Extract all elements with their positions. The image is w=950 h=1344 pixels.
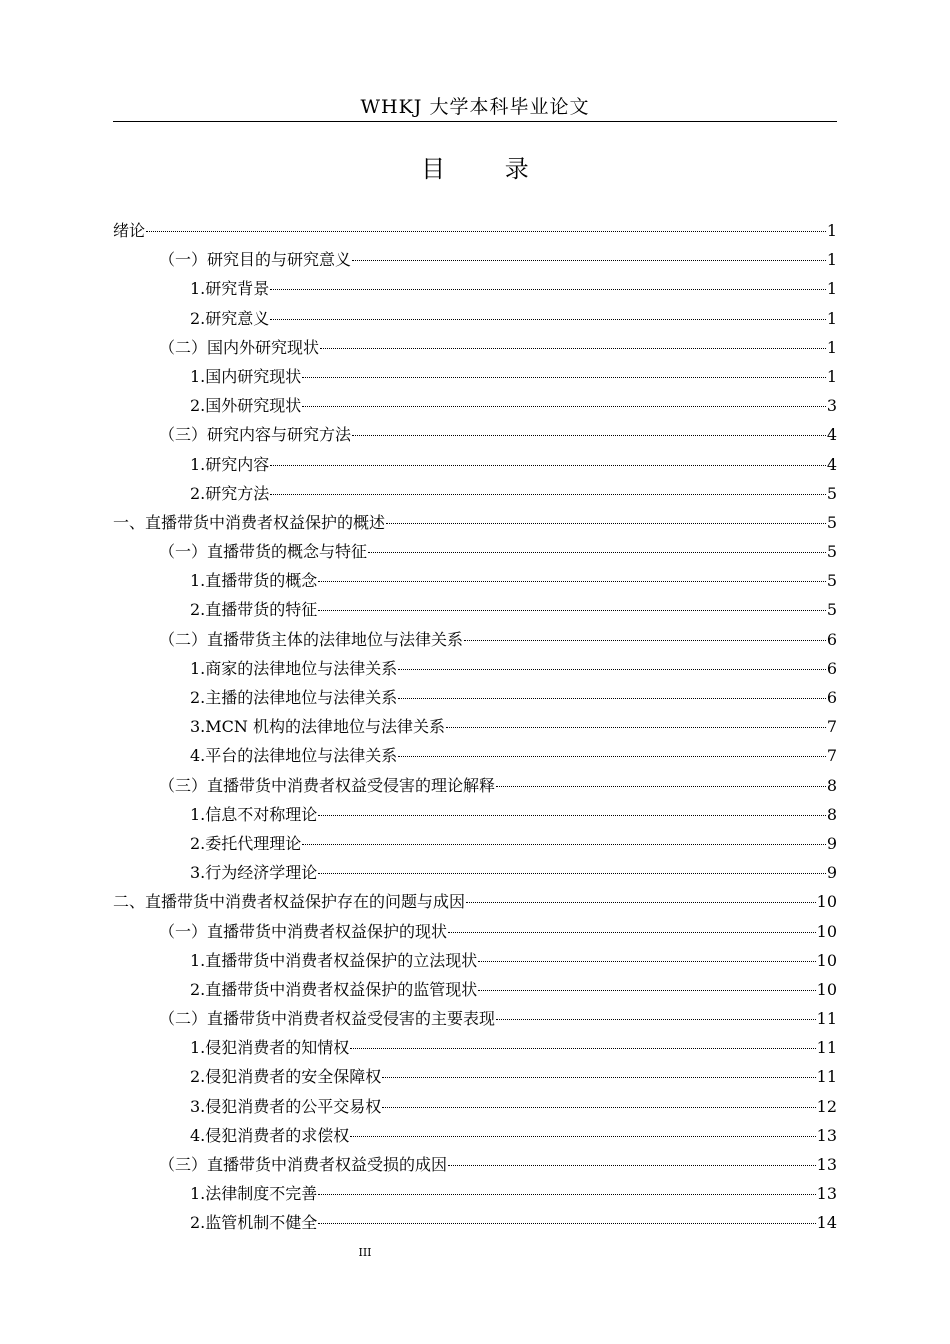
toc-entry[interactable] (113, 566, 837, 595)
toc-dot-leader (270, 494, 826, 495)
toc-entry-label: （三）研究内容与研究方法 (159, 425, 352, 445)
toc-entry-label: 绪论 (113, 221, 146, 240)
toc-dot-leader (398, 756, 826, 757)
toc-entry-label: 1.研究内容 (190, 454, 270, 474)
toc-entry-label: （一）直播带货中消费者权益保护的现状 (159, 921, 448, 941)
toc-entry-label: （一）直播带货的概念与特征 (159, 542, 368, 562)
running-header: WHKJ 大学本科毕业论文 (360, 96, 590, 118)
toc-entry-page: 6 (826, 629, 837, 649)
toc-entry[interactable] (113, 683, 837, 712)
toc-dot-leader (368, 552, 826, 553)
toc-entry-page: 1 (826, 221, 837, 240)
toc-entry[interactable] (113, 245, 837, 274)
toc-entry-label: 一、直播带货中消费者权益保护的概述 (113, 512, 386, 532)
toc-entry[interactable] (113, 946, 837, 975)
toc-dot-leader (496, 786, 826, 787)
toc-dot-leader (318, 581, 826, 582)
toc-entry-label: （一）研究目的与研究意义 (159, 250, 352, 270)
toc-entry[interactable] (113, 654, 837, 683)
toc-entry[interactable] (113, 887, 837, 916)
toc-entry-page: 13 (816, 1184, 837, 1204)
toc-dot-leader (398, 669, 826, 670)
toc-dot-leader (302, 406, 826, 407)
toc-entry[interactable] (113, 917, 837, 946)
header-rule (113, 121, 837, 122)
toc-entry-page: 6 (826, 688, 837, 707)
toc-dot-leader (270, 289, 826, 290)
toc-entry[interactable] (113, 771, 837, 800)
toc-entry-page: 9 (826, 863, 837, 883)
toc-dot-leader (448, 1165, 816, 1166)
toc-entry-label: 2.委托代理理论 (190, 833, 302, 853)
toc-dot-leader (318, 610, 826, 611)
toc-entry-label: 2.直播带货中消费者权益保护的监管现状 (190, 979, 478, 999)
toc-dot-leader (496, 1019, 816, 1020)
toc-entry-page: 14 (816, 1213, 837, 1233)
toc-entry-page: 7 (826, 717, 837, 737)
toc-entry-label: 1.国内研究现状 (190, 366, 302, 386)
toc-dot-leader (448, 932, 816, 933)
toc-entry[interactable] (113, 741, 837, 770)
toc-entry-label: 2.国外研究现状 (190, 396, 302, 416)
toc-entry[interactable] (113, 858, 837, 887)
toc-dot-leader (270, 319, 826, 320)
toc-entry-page: 1 (826, 308, 837, 328)
toc-dot-leader (350, 1048, 815, 1049)
toc-entry[interactable] (113, 216, 837, 245)
toc-entry-label: 2.直播带货的特征 (190, 600, 318, 620)
toc-entry-label: 二、直播带货中消费者权益保护存在的问题与成因 (113, 892, 466, 912)
toc-dot-leader (382, 1077, 815, 1078)
toc-entry-page: 10 (816, 950, 837, 970)
toc-entry-page: 5 (826, 512, 837, 532)
toc-entry-page: 10 (816, 979, 837, 999)
toc-entry[interactable] (113, 508, 837, 537)
toc-entry[interactable] (113, 800, 837, 829)
toc-dot-leader (446, 727, 826, 728)
toc-dot-leader (464, 640, 826, 641)
toc-entry-page: 5 (826, 571, 837, 591)
toc-entry[interactable] (113, 1062, 837, 1091)
toc-dot-leader (478, 990, 815, 991)
toc-title: 目 录 (421, 155, 555, 183)
toc-dot-leader (386, 523, 826, 524)
toc-entry-page: 10 (816, 921, 837, 941)
toc-entry[interactable] (113, 479, 837, 508)
toc-entry-label: （二）国内外研究现状 (159, 337, 320, 357)
toc-entry-label: 1.研究背景 (190, 279, 270, 299)
toc-entry-label: 3.行为经济学理论 (190, 863, 318, 883)
toc-entry-page: 5 (826, 483, 837, 503)
toc-entry[interactable] (113, 537, 837, 566)
toc-entry-label: 4.平台的法律地位与法律关系 (190, 746, 398, 766)
toc-entry-label: （二）直播带货主体的法律地位与法律关系 (159, 629, 464, 649)
toc-entry[interactable] (113, 1033, 837, 1062)
toc-entry[interactable] (113, 1150, 837, 1179)
toc-dot-leader (398, 698, 826, 699)
toc-entry-label: 3.侵犯消费者的公平交易权 (190, 1096, 382, 1116)
toc-entry-page: 8 (826, 804, 837, 824)
toc-dot-leader (352, 435, 826, 436)
page-number: III (358, 1246, 372, 1259)
toc-entry-page: 6 (826, 658, 837, 678)
toc-entry-label: 2.主播的法律地位与法律关系 (190, 688, 398, 707)
toc-dot-leader (318, 815, 826, 816)
toc-entry[interactable] (113, 975, 837, 1004)
toc-entry[interactable] (113, 304, 837, 333)
toc-dot-leader (318, 1194, 815, 1195)
toc-entry-page: 12 (816, 1096, 837, 1116)
toc-dot-leader (478, 961, 815, 962)
toc-entry[interactable] (113, 1208, 837, 1237)
toc-entry[interactable] (113, 420, 837, 449)
toc-entry-label: 1.直播带货中消费者权益保护的立法现状 (190, 950, 478, 970)
toc-entry[interactable] (113, 362, 837, 391)
toc-entry[interactable] (113, 595, 837, 624)
toc-entry-page: 9 (826, 833, 837, 853)
toc-entry-page: 5 (826, 542, 837, 562)
toc-dot-leader (320, 348, 826, 349)
toc-entry-label: 1.侵犯消费者的知情权 (190, 1038, 350, 1058)
toc-entry-page: 4 (826, 425, 837, 445)
toc-entry[interactable] (113, 450, 837, 479)
table-of-contents (113, 216, 837, 1238)
toc-dot-leader (302, 844, 826, 845)
toc-entry-page: 3 (826, 396, 837, 416)
toc-entry-page: 1 (826, 279, 837, 299)
toc-entry-label: 2.研究意义 (190, 308, 270, 328)
toc-entry-page: 13 (816, 1155, 837, 1174)
toc-dot-leader (146, 231, 826, 232)
toc-entry[interactable] (113, 829, 837, 858)
toc-entry-label: （二）直播带货中消费者权益受侵害的主要表现 (159, 1009, 496, 1029)
toc-entry-page: 4 (826, 454, 837, 474)
toc-entry[interactable] (113, 625, 837, 654)
toc-entry[interactable] (113, 1179, 837, 1208)
toc-entry[interactable] (113, 333, 837, 362)
toc-entry-label: 1.商家的法律地位与法律关系 (190, 658, 398, 678)
toc-entry-page: 1 (826, 337, 837, 357)
toc-entry-label: 1.信息不对称理论 (190, 804, 318, 824)
toc-entry-page: 8 (826, 775, 837, 795)
toc-entry-page: 11 (816, 1038, 837, 1058)
toc-entry-page: 11 (816, 1067, 837, 1087)
toc-dot-leader (466, 902, 816, 903)
toc-entry-page: 1 (826, 250, 837, 270)
toc-dot-leader (350, 1136, 815, 1137)
toc-entry-label: （三）直播带货中消费者权益受侵害的理论解释 (159, 775, 496, 795)
toc-entry-label: 2.侵犯消费者的安全保障权 (190, 1067, 382, 1087)
toc-dot-leader (352, 260, 826, 261)
toc-entry-label: 3.MCN 机构的法律地位与法律关系 (190, 717, 445, 737)
toc-dot-leader (318, 1223, 815, 1224)
toc-entry[interactable] (113, 1092, 837, 1121)
toc-entry[interactable] (113, 274, 837, 303)
toc-entry-label: （三）直播带货中消费者权益受损的成因 (159, 1155, 448, 1174)
toc-entry[interactable] (113, 391, 837, 420)
toc-dot-leader (302, 377, 826, 378)
toc-entry-page: 11 (816, 1009, 837, 1029)
toc-entry[interactable] (113, 1004, 837, 1033)
toc-entry-label: 4.侵犯消费者的求偿权 (190, 1125, 350, 1145)
toc-entry[interactable] (113, 712, 837, 741)
toc-entry-page: 1 (826, 366, 837, 386)
toc-entry-label: 1.法律制度不完善 (190, 1184, 318, 1204)
toc-entry-page: 13 (816, 1125, 837, 1145)
toc-entry-page: 7 (826, 746, 837, 766)
toc-entry-label: 1.直播带货的概念 (190, 571, 318, 591)
toc-entry[interactable] (113, 1121, 837, 1150)
toc-dot-leader (382, 1107, 815, 1108)
toc-entry-page: 10 (816, 892, 837, 912)
toc-dot-leader (318, 873, 826, 874)
toc-entry-label: 2.监管机制不健全 (190, 1213, 318, 1233)
toc-dot-leader (270, 465, 826, 466)
toc-entry-label: 2.研究方法 (190, 483, 270, 503)
toc-entry-page: 5 (826, 600, 837, 620)
